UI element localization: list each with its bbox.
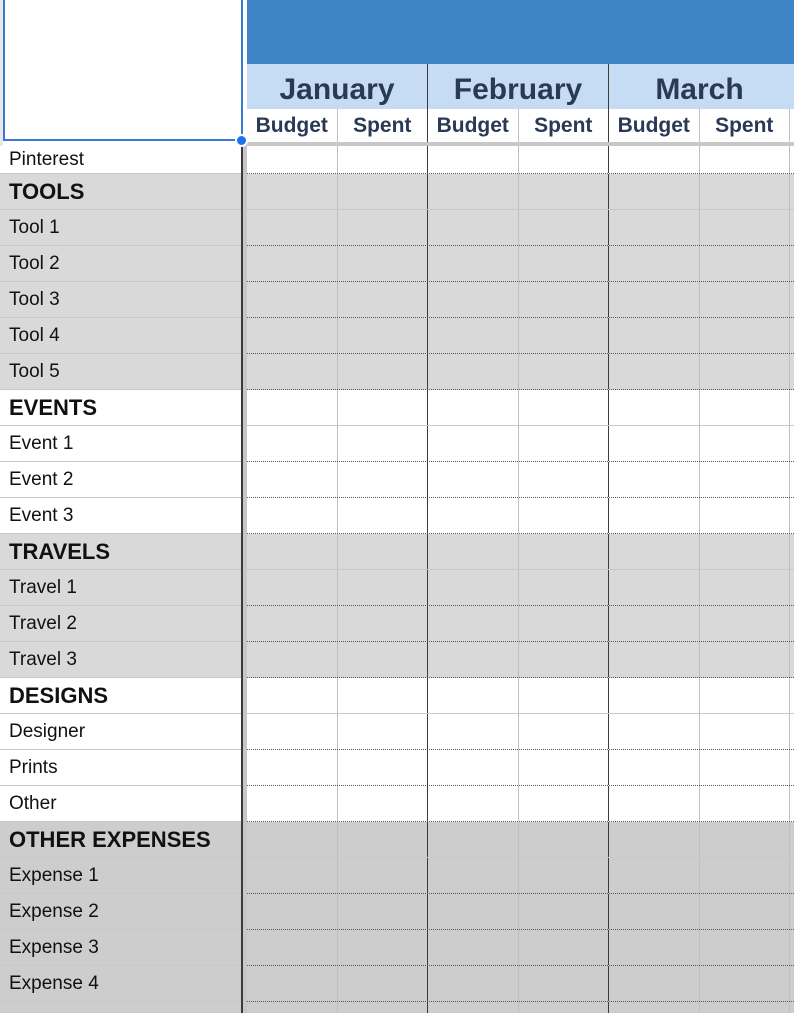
budget-cell[interactable]	[609, 750, 700, 785]
spent-cell[interactable]	[700, 534, 791, 569]
budget-cell[interactable]	[428, 642, 519, 677]
spent-cell[interactable]	[338, 210, 429, 245]
section-header[interactable]: DESIGNS	[0, 678, 241, 714]
budget-spent-header-row	[247, 109, 794, 142]
spent-cell[interactable]	[519, 786, 610, 821]
budget-cell[interactable]	[428, 714, 519, 749]
budget-grid	[247, 146, 794, 1013]
spent-cell[interactable]	[700, 174, 791, 209]
budget-cell[interactable]	[428, 318, 519, 353]
spent-cell[interactable]	[519, 282, 610, 317]
budget-cell[interactable]	[428, 462, 519, 497]
spent-cell[interactable]	[338, 642, 429, 677]
row-label[interactable]: Prints	[0, 750, 241, 786]
budget-cell[interactable]	[428, 786, 519, 821]
spent-cell[interactable]	[338, 858, 429, 893]
grid-row	[247, 246, 794, 282]
budget-cell[interactable]	[428, 750, 519, 785]
budget-cell[interactable]	[609, 534, 700, 569]
budget-cell[interactable]	[609, 786, 700, 821]
budget-cell[interactable]	[609, 1002, 700, 1013]
spent-cell[interactable]	[519, 750, 610, 785]
category-label-column	[0, 146, 241, 1013]
row-label[interactable]: Other	[0, 786, 241, 822]
spent-cell[interactable]	[338, 390, 429, 425]
budget-cell[interactable]	[247, 1002, 338, 1013]
grid-row	[247, 1002, 794, 1013]
spent-cell[interactable]	[700, 678, 791, 713]
budget-cell[interactable]	[247, 390, 338, 425]
budget-cell[interactable]	[247, 246, 338, 281]
budget-cell[interactable]	[609, 678, 700, 713]
spent-cell[interactable]	[338, 1002, 429, 1013]
month-header-march[interactable]: March	[655, 72, 744, 106]
budget-cell[interactable]	[609, 318, 700, 353]
grid-row	[247, 822, 794, 858]
budget-cell[interactable]	[609, 570, 700, 605]
row-label[interactable]: Travel 3	[0, 642, 241, 678]
budget-cell[interactable]	[247, 282, 338, 317]
row-label[interactable]: Event 3	[0, 498, 241, 534]
spent-cell[interactable]	[519, 894, 610, 929]
budget-cell[interactable]	[609, 390, 700, 425]
spent-cell[interactable]	[338, 318, 429, 353]
spent-cell[interactable]	[338, 354, 429, 389]
budget-cell[interactable]	[428, 534, 519, 569]
spent-cell[interactable]	[700, 858, 791, 893]
grid-row	[247, 642, 794, 678]
budget-cell[interactable]	[428, 426, 519, 461]
spent-cell[interactable]	[519, 498, 610, 533]
grid-row	[247, 498, 794, 534]
section-header[interactable]: OTHER EXPENSES	[0, 822, 241, 858]
budget-cell[interactable]	[609, 966, 700, 1001]
budget-cell[interactable]	[247, 642, 338, 677]
budget-cell[interactable]	[609, 642, 700, 677]
grid-row	[247, 462, 794, 498]
budget-cell[interactable]	[428, 354, 519, 389]
grid-row	[247, 174, 794, 210]
budget-cell[interactable]	[428, 210, 519, 245]
selected-cell[interactable]	[3, 0, 243, 141]
spent-cell[interactable]	[700, 390, 791, 425]
budget-cell[interactable]	[247, 534, 338, 569]
spent-cell[interactable]	[700, 462, 791, 497]
budget-cell[interactable]	[247, 930, 338, 965]
spent-cell[interactable]	[519, 354, 610, 389]
spent-cell[interactable]	[519, 318, 610, 353]
budget-cell[interactable]	[247, 570, 338, 605]
budget-cell[interactable]	[609, 462, 700, 497]
grid-row	[247, 426, 794, 462]
budget-cell[interactable]	[247, 462, 338, 497]
spent-cell[interactable]	[700, 930, 791, 965]
spent-header[interactable]: Spent	[519, 109, 610, 142]
budget-cell[interactable]	[428, 822, 519, 857]
spent-cell[interactable]	[700, 498, 791, 533]
spent-cell[interactable]	[338, 966, 429, 1001]
spent-cell[interactable]	[338, 786, 429, 821]
header-band[interactable]	[247, 0, 794, 64]
budget-cell[interactable]	[428, 570, 519, 605]
grid-row	[247, 966, 794, 1002]
spent-cell[interactable]	[519, 246, 610, 281]
budget-cell[interactable]	[428, 498, 519, 533]
spent-cell[interactable]	[519, 534, 610, 569]
budget-cell[interactable]	[609, 822, 700, 857]
row-label[interactable]: Expense 2	[0, 894, 241, 930]
budget-cell[interactable]	[609, 174, 700, 209]
spent-cell[interactable]	[338, 534, 429, 569]
budget-cell[interactable]	[428, 146, 519, 173]
budget-cell[interactable]	[247, 354, 338, 389]
budget-cell[interactable]	[247, 678, 338, 713]
spent-cell[interactable]	[519, 714, 610, 749]
budget-cell[interactable]	[609, 858, 700, 893]
spent-cell[interactable]	[338, 930, 429, 965]
row-label[interactable]: Tool 4	[0, 318, 241, 354]
spent-cell[interactable]	[338, 282, 429, 317]
section-header[interactable]: EVENTS	[0, 390, 241, 426]
spent-cell[interactable]	[338, 246, 429, 281]
row-label[interactable]	[0, 1002, 241, 1013]
budget-cell[interactable]	[609, 714, 700, 749]
budget-cell[interactable]	[428, 390, 519, 425]
grid-row	[247, 534, 794, 570]
spent-cell[interactable]	[700, 1002, 791, 1013]
row-label[interactable]: Tool 5	[0, 354, 241, 390]
budget-cell[interactable]	[428, 1002, 519, 1013]
spent-cell[interactable]	[338, 146, 429, 173]
spent-cell[interactable]	[700, 426, 791, 461]
budget-cell[interactable]	[428, 858, 519, 893]
grid-row	[247, 714, 794, 750]
spent-cell[interactable]	[519, 1002, 610, 1013]
spent-cell[interactable]	[700, 822, 791, 857]
spent-cell[interactable]	[519, 606, 610, 641]
grid-row	[247, 678, 794, 714]
spent-cell[interactable]	[700, 786, 791, 821]
spent-cell[interactable]	[338, 750, 429, 785]
spent-cell[interactable]	[700, 146, 791, 173]
row-label[interactable]: Event 2	[0, 462, 241, 498]
spent-cell[interactable]	[519, 930, 610, 965]
budget-cell[interactable]	[247, 498, 338, 533]
budget-cell[interactable]	[609, 246, 700, 281]
fill-handle[interactable]	[235, 134, 248, 147]
spent-cell[interactable]	[700, 570, 791, 605]
budget-cell[interactable]	[247, 426, 338, 461]
spent-cell[interactable]	[519, 210, 610, 245]
budget-cell[interactable]	[428, 606, 519, 641]
spent-cell[interactable]	[700, 750, 791, 785]
spent-cell[interactable]	[700, 210, 791, 245]
spent-cell[interactable]	[700, 318, 791, 353]
budget-header[interactable]: Budget	[609, 109, 700, 142]
spent-cell[interactable]	[338, 462, 429, 497]
spent-cell[interactable]	[519, 822, 610, 857]
grid-row	[247, 318, 794, 354]
row-label[interactable]: Tool 2	[0, 246, 241, 282]
spent-cell[interactable]	[519, 462, 610, 497]
spent-cell[interactable]	[338, 714, 429, 749]
row-label[interactable]: Travel 1	[0, 570, 241, 606]
grid-row	[247, 894, 794, 930]
row-label[interactable]: Tool 1	[0, 210, 241, 246]
spent-cell[interactable]	[519, 966, 610, 1001]
budget-cell[interactable]	[247, 858, 338, 893]
budget-cell[interactable]	[609, 210, 700, 245]
grid-row	[247, 786, 794, 822]
spent-cell[interactable]	[338, 606, 429, 641]
budget-cell[interactable]	[428, 246, 519, 281]
row-label[interactable]: Pinterest	[0, 146, 241, 174]
spent-cell[interactable]	[338, 174, 429, 209]
budget-header[interactable]: Budget	[428, 109, 519, 142]
spent-cell[interactable]	[519, 426, 610, 461]
grid-row	[247, 858, 794, 894]
row-label[interactable]: Expense 4	[0, 966, 241, 1002]
spent-cell[interactable]	[700, 246, 791, 281]
row-label[interactable]: Expense 3	[0, 930, 241, 966]
budget-cell[interactable]	[247, 318, 338, 353]
spent-cell[interactable]	[700, 966, 791, 1001]
spent-cell[interactable]	[338, 498, 429, 533]
budget-cell[interactable]	[428, 678, 519, 713]
grid-row	[247, 390, 794, 426]
grid-row	[247, 210, 794, 246]
budget-cell[interactable]	[247, 966, 338, 1001]
budget-cell[interactable]	[609, 426, 700, 461]
spent-cell[interactable]	[700, 714, 791, 749]
budget-cell[interactable]	[609, 354, 700, 389]
budget-cell[interactable]	[428, 930, 519, 965]
section-header[interactable]: TRAVELS	[0, 534, 241, 570]
grid-row	[247, 282, 794, 318]
budget-cell[interactable]	[428, 894, 519, 929]
budget-cell[interactable]	[247, 786, 338, 821]
spent-cell[interactable]	[700, 606, 791, 641]
budget-cell[interactable]	[428, 174, 519, 209]
budget-header[interactable]: Budget	[247, 109, 338, 142]
section-header[interactable]: TOOLS	[0, 174, 241, 210]
spent-cell[interactable]	[519, 678, 610, 713]
budget-cell[interactable]	[247, 714, 338, 749]
spent-cell[interactable]	[338, 570, 429, 605]
spent-header[interactable]: Spent	[700, 109, 791, 142]
spent-cell[interactable]	[338, 894, 429, 929]
budget-cell[interactable]	[247, 174, 338, 209]
grid-row	[247, 146, 794, 174]
month-header-january[interactable]: January	[247, 64, 428, 109]
budget-cell[interactable]	[609, 282, 700, 317]
budget-cell[interactable]	[609, 894, 700, 929]
month-header-row	[247, 64, 794, 109]
budget-cell[interactable]	[247, 822, 338, 857]
spent-cell[interactable]	[700, 894, 791, 929]
spent-cell[interactable]	[519, 570, 610, 605]
spent-cell[interactable]	[338, 678, 429, 713]
budget-cell[interactable]	[247, 146, 338, 173]
grid-row	[247, 606, 794, 642]
grid-row	[247, 930, 794, 966]
spent-cell[interactable]	[700, 642, 791, 677]
spent-cell[interactable]	[338, 426, 429, 461]
budget-cell[interactable]	[609, 930, 700, 965]
spent-cell[interactable]	[700, 282, 791, 317]
spent-cell[interactable]	[338, 822, 429, 857]
budget-cell[interactable]	[247, 606, 338, 641]
spent-cell[interactable]	[519, 174, 610, 209]
spent-cell[interactable]	[519, 642, 610, 677]
budget-cell[interactable]	[428, 966, 519, 1001]
spent-cell[interactable]	[519, 146, 610, 173]
spent-cell[interactable]	[700, 354, 791, 389]
spent-cell[interactable]	[519, 390, 610, 425]
month-header-february[interactable]: February	[428, 64, 609, 109]
budget-cell[interactable]	[247, 894, 338, 929]
row-label[interactable]: Event 1	[0, 426, 241, 462]
budget-cell[interactable]	[609, 498, 700, 533]
row-label[interactable]: Travel 2	[0, 606, 241, 642]
row-label[interactable]: Expense 1	[0, 858, 241, 894]
spent-header[interactable]: Spent	[338, 109, 429, 142]
grid-row	[247, 354, 794, 390]
row-label[interactable]: Designer	[0, 714, 241, 750]
spent-cell[interactable]	[519, 858, 610, 893]
budget-cell[interactable]	[247, 210, 338, 245]
budget-cell[interactable]	[247, 750, 338, 785]
budget-cell[interactable]	[609, 606, 700, 641]
budget-cell[interactable]	[428, 282, 519, 317]
grid-row	[247, 570, 794, 606]
budget-cell[interactable]	[609, 146, 700, 173]
grid-row	[247, 750, 794, 786]
row-label[interactable]: Tool 3	[0, 282, 241, 318]
